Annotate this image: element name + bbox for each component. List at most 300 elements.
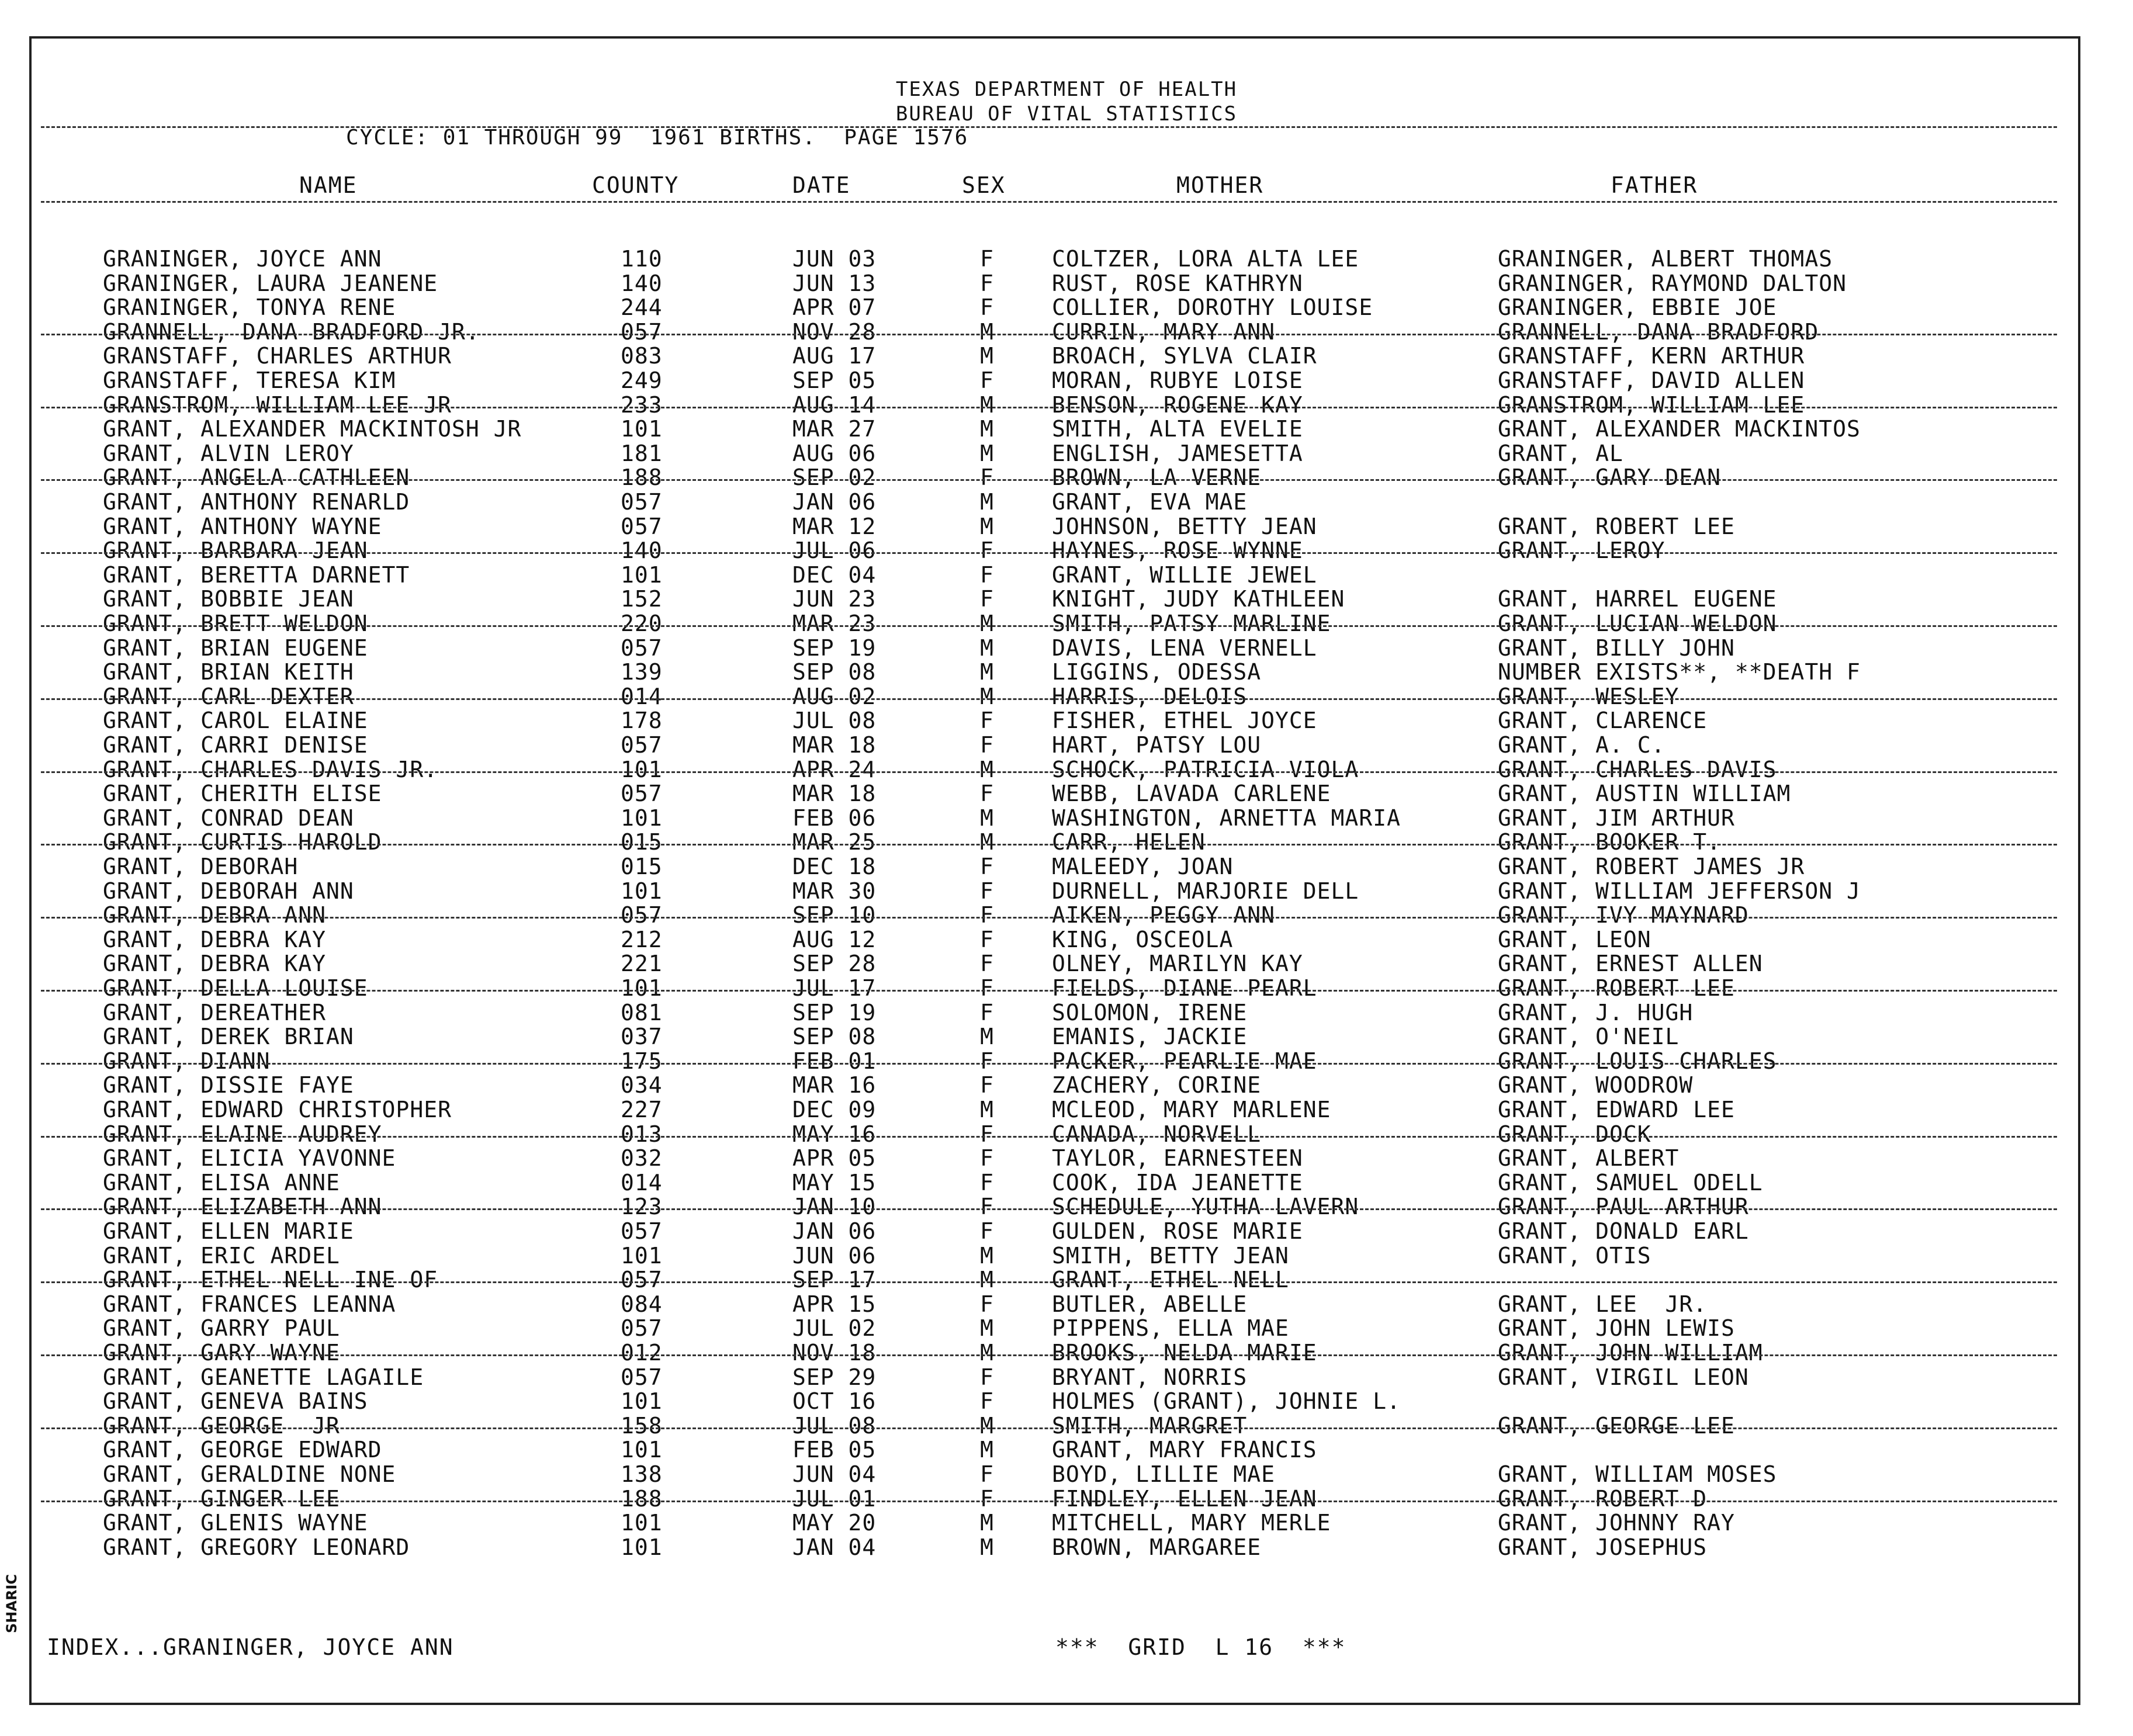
row-date: APR 24 [792, 757, 877, 782]
row-date: SEP 28 [792, 951, 877, 976]
row-name: GRANT, ANTHONY WAYNE [103, 514, 382, 539]
row-separator [41, 1136, 2057, 1138]
row-mother: SOLOMON, IRENE [1052, 1000, 1248, 1025]
row-date: MAR 23 [792, 611, 877, 636]
row-date: MAY 20 [792, 1510, 877, 1536]
row-sex: M [980, 829, 994, 855]
row-name: GRANT, GARRY PAUL [103, 1315, 340, 1341]
row-father: GRANT, BOOKER T. [1498, 829, 1722, 855]
row-father: GRANT, VIRGIL LEON [1498, 1364, 1749, 1390]
row-sex: F [980, 1218, 994, 1244]
row-mother: PIPPENS, ELLA MAE [1052, 1315, 1289, 1341]
row-mother: LIGGINS, ODESSA [1052, 659, 1262, 685]
row-sex: M [980, 1097, 994, 1122]
row-sex: F [980, 902, 994, 928]
row-mother: DAVIS, LENA VERNELL [1052, 635, 1317, 661]
row-father: GRANT, JOSEPHUS [1498, 1534, 1708, 1560]
row-sex: F [980, 854, 994, 879]
row-father: GRANINGER, ALBERT THOMAS [1498, 246, 1833, 272]
row-mother: HARRIS, DELOIS [1052, 684, 1248, 709]
row-county: 101 [621, 878, 663, 904]
row-sex: F [980, 1048, 994, 1074]
row-county: 014 [621, 1170, 663, 1196]
row-mother: HOLMES (GRANT), JOHNIE L. [1052, 1388, 1401, 1414]
row-name: GRANT, CHERITH ELISE [103, 781, 382, 806]
row-county: 233 [621, 392, 663, 418]
row-father: GRANT, DOCK [1498, 1121, 1651, 1147]
row-father: GRANT, GARY DEAN [1498, 465, 1722, 490]
row-father: GRANSTROM, WILLIAM LEE [1498, 392, 1805, 418]
row-name: GRANT, GERALDINE NONE [103, 1461, 396, 1487]
row-date: NOV 18 [792, 1340, 877, 1366]
row-date: JUL 06 [792, 538, 877, 563]
row-name: GRANT, GLENIS WAYNE [103, 1510, 368, 1536]
row-name: GRANINGER, LAURA JEANENE [103, 271, 438, 296]
row-name: GRANT, GARY WAYNE [103, 1340, 340, 1366]
row-county: 084 [621, 1291, 663, 1317]
row-county: 139 [621, 659, 663, 685]
row-name: GRANT, DEREATHER [103, 1000, 327, 1025]
row-sex: F [980, 708, 994, 733]
row-mother: CARR, HELEN [1052, 829, 1206, 855]
row-name: GRANT, ANTHONY RENARLD [103, 489, 410, 515]
row-separator [41, 917, 2057, 919]
row-sex: M [980, 684, 994, 709]
row-mother: SMITH, MARGRET [1052, 1413, 1248, 1439]
row-date: AUG 14 [792, 392, 877, 418]
row-separator [41, 334, 2057, 335]
row-date: JAN 04 [792, 1534, 877, 1560]
row-mother: SCHOCK, PATRICIA VIOLA [1052, 757, 1359, 782]
row-name: GRANT, BARBARA JEAN [103, 538, 368, 563]
row-father: GRANT, LUCIAN WELDON [1498, 611, 1777, 636]
row-county: 101 [621, 1437, 663, 1463]
row-sex: M [980, 343, 994, 369]
row-date: OCT 16 [792, 1388, 877, 1414]
row-father: GRANT, A. C. [1498, 732, 1665, 758]
row-father: GRANSTAFF, DAVID ALLEN [1498, 368, 1805, 393]
row-father: GRANT, WILLIAM MOSES [1498, 1461, 1777, 1487]
row-date: APR 07 [792, 294, 877, 320]
row-name: GRANT, DEREK BRIAN [103, 1024, 354, 1049]
row-name: GRANT, CAROL ELAINE [103, 708, 368, 733]
row-name: GRANT, ELICIA YAVONNE [103, 1145, 396, 1171]
header-rule [41, 126, 2057, 128]
row-date: SEP 17 [792, 1267, 877, 1293]
row-separator [41, 1063, 2057, 1065]
row-separator [41, 1501, 2057, 1502]
row-mother: HART, PATSY LOU [1052, 732, 1262, 758]
row-county: 175 [621, 1048, 663, 1074]
row-name: GRANT, DIANN [103, 1048, 271, 1074]
row-mother: BROOKS, NELDA MARIE [1052, 1340, 1317, 1366]
row-name: GRANT, CHARLES DAVIS JR. [103, 757, 438, 782]
row-sex: F [980, 294, 994, 320]
row-father: GRANNELL, DANA BRADFORD [1498, 319, 1819, 345]
row-mother: COOK, IDA JEANETTE [1052, 1170, 1303, 1196]
row-date: JUN 04 [792, 1461, 877, 1487]
row-name: GRANSTAFF, CHARLES ARTHUR [103, 343, 452, 369]
row-date: AUG 06 [792, 441, 877, 466]
row-mother: BROWN, LA VERNE [1052, 465, 1262, 490]
row-sex: M [980, 659, 994, 685]
row-date: MAR 12 [792, 514, 877, 539]
row-sex: F [980, 1000, 994, 1025]
row-county: 057 [621, 1364, 663, 1390]
row-name: GRANT, FRANCES LEANNA [103, 1291, 396, 1317]
row-date: MAR 25 [792, 829, 877, 855]
row-father: GRANT, O'NEIL [1498, 1024, 1680, 1049]
row-name: GRANT, ELIZABETH ANN [103, 1194, 382, 1219]
row-sex: F [980, 951, 994, 976]
row-name: GRANT, GENEVA BAINS [103, 1388, 368, 1414]
row-sex: M [980, 319, 994, 345]
row-county: 034 [621, 1072, 663, 1098]
row-separator [41, 771, 2057, 773]
row-separator [41, 990, 2057, 992]
row-sex: M [980, 611, 994, 636]
row-father: GRANT, OTIS [1498, 1243, 1651, 1269]
row-sex: F [980, 1291, 994, 1317]
row-sex: F [980, 975, 994, 1001]
row-sex: F [980, 732, 994, 758]
row-mother: CURRIN, MARY ANN [1052, 319, 1276, 345]
row-sex: M [980, 1315, 994, 1341]
row-date: FEB 01 [792, 1048, 877, 1074]
footer-index: INDEX...GRANINGER, JOYCE ANN [47, 1634, 454, 1660]
row-sex: F [980, 878, 994, 904]
column-county: COUNTY [592, 172, 680, 198]
row-mother: PACKER, PEARLIE MAE [1052, 1048, 1317, 1074]
row-county: 101 [621, 416, 663, 442]
row-mother: JOHNSON, BETTY JEAN [1052, 514, 1317, 539]
row-father: GRANT, JIM ARTHUR [1498, 805, 1735, 831]
row-father: GRANT, PAUL ARTHUR [1498, 1194, 1749, 1219]
row-sex: M [980, 1437, 994, 1463]
row-father: GRANT, BILLY JOHN [1498, 635, 1735, 661]
row-date: MAY 16 [792, 1121, 877, 1147]
row-county: 140 [621, 271, 663, 296]
row-county: 101 [621, 1243, 663, 1269]
row-father: GRANT, AUSTIN WILLIAM [1498, 781, 1791, 806]
row-mother: BROWN, MARGAREE [1052, 1534, 1262, 1560]
row-father: GRANT, ALEXANDER MACKINTOS [1498, 416, 1861, 442]
row-name: GRANT, ETHEL NELL INE OF [103, 1267, 438, 1293]
row-county: 101 [621, 562, 663, 588]
row-mother: WEBB, LAVADA CARLENE [1052, 781, 1331, 806]
row-father: GRANT, WOODROW [1498, 1072, 1694, 1098]
row-date: SEP 10 [792, 902, 877, 928]
row-county: 221 [621, 951, 663, 976]
row-date: SEP 19 [792, 1000, 877, 1025]
row-mother: FIELDS, DIANE PEARL [1052, 975, 1317, 1001]
row-separator [41, 1281, 2057, 1283]
row-name: GRANNELL, DANA BRADFORD JR. [103, 319, 480, 345]
column-rule [41, 201, 2057, 203]
row-mother: KING, OSCEOLA [1052, 927, 1234, 952]
row-mother: GRANT, MARY FRANCIS [1052, 1437, 1317, 1463]
row-father: GRANT, DONALD EARL [1498, 1218, 1749, 1244]
row-name: GRANT, GREGORY LEONARD [103, 1534, 410, 1560]
row-mother: GRANT, EVA MAE [1052, 489, 1248, 515]
row-date: MAR 16 [792, 1072, 877, 1098]
row-date: AUG 02 [792, 684, 877, 709]
column-name: NAME [299, 172, 358, 198]
row-date: AUG 12 [792, 927, 877, 952]
row-date: MAR 18 [792, 781, 877, 806]
row-father: GRANT, GEORGE LEE [1498, 1413, 1735, 1439]
row-sex: F [980, 368, 994, 393]
row-county: 101 [621, 1510, 663, 1536]
row-sex: M [980, 635, 994, 661]
row-county: 014 [621, 684, 663, 709]
row-mother: ZACHERY, CORINE [1052, 1072, 1262, 1098]
row-mother: TAYLOR, EARNESTEEN [1052, 1145, 1303, 1171]
row-date: JUN 13 [792, 271, 877, 296]
row-father: GRANT, CLARENCE [1498, 708, 1708, 733]
row-county: 101 [621, 1388, 663, 1414]
row-mother: DURNELL, MARJORIE DELL [1052, 878, 1359, 904]
row-name: GRANT, DEBORAH [103, 854, 299, 879]
row-county: 138 [621, 1461, 663, 1487]
row-date: JAN 10 [792, 1194, 877, 1219]
row-county: 015 [621, 854, 663, 879]
row-sex: F [980, 927, 994, 952]
row-county: 244 [621, 294, 663, 320]
row-mother: BUTLER, ABELLE [1052, 1291, 1248, 1317]
row-father: GRANT, ROBERT D [1498, 1486, 1708, 1512]
row-county: 057 [621, 319, 663, 345]
row-mother: KNIGHT, JUDY KATHLEEN [1052, 586, 1345, 612]
row-county: 083 [621, 343, 663, 369]
row-date: AUG 17 [792, 343, 877, 369]
row-father: GRANT, ALBERT [1498, 1145, 1680, 1171]
row-date: APR 05 [792, 1145, 877, 1171]
row-sex: F [980, 246, 994, 272]
row-father: GRANT, WESLEY [1498, 684, 1680, 709]
row-father: GRANT, CHARLES DAVIS [1498, 757, 1777, 782]
row-father: NUMBER EXISTS**, **DEATH F [1498, 659, 1861, 685]
row-sex: F [980, 1388, 994, 1414]
row-sex: M [980, 1267, 994, 1293]
row-sex: F [980, 465, 994, 490]
row-name: GRANINGER, JOYCE ANN [103, 246, 382, 272]
row-name: GRANSTROM, WILLIAM LEE JR [103, 392, 452, 418]
row-date: MAY 15 [792, 1170, 877, 1196]
row-sex: F [980, 781, 994, 806]
row-date: JUL 08 [792, 1413, 877, 1439]
row-mother: BROACH, SYLVA CLAIR [1052, 343, 1317, 369]
column-mother: MOTHER [1176, 172, 1264, 198]
row-father: GRANT, ERNEST ALLEN [1498, 951, 1763, 976]
row-name: GRANT, GEORGE JR [103, 1413, 340, 1439]
row-date: JAN 06 [792, 1218, 877, 1244]
row-date: MAR 18 [792, 732, 877, 758]
row-mother: ENGLISH, JAMESETTA [1052, 441, 1303, 466]
row-county: 012 [621, 1340, 663, 1366]
row-date: DEC 18 [792, 854, 877, 879]
row-county: 158 [621, 1413, 663, 1439]
row-mother: COLLIER, DOROTHY LOUISE [1052, 294, 1373, 320]
row-sex: M [980, 1413, 994, 1439]
row-sex: M [980, 441, 994, 466]
row-county: 037 [621, 1024, 663, 1049]
row-separator [41, 552, 2057, 554]
row-name: GRANSTAFF, TERESA KIM [103, 368, 396, 393]
row-county: 101 [621, 757, 663, 782]
row-sex: F [980, 1121, 994, 1147]
row-separator [41, 407, 2057, 408]
row-county: 057 [621, 514, 663, 539]
row-name: GRANT, DELLA LOUISE [103, 975, 368, 1001]
margin-label: SHARIC [4, 1574, 20, 1633]
row-sex: M [980, 1340, 994, 1366]
row-county: 140 [621, 538, 663, 563]
row-sex: F [980, 538, 994, 563]
row-date: APR 15 [792, 1291, 877, 1317]
row-sex: F [980, 586, 994, 612]
row-name: GRANT, ALEXANDER MACKINTOSH JR [103, 416, 522, 442]
row-date: DEC 04 [792, 562, 877, 588]
row-father: GRANT, JOHN LEWIS [1498, 1315, 1735, 1341]
row-name: GRANT, BOBBIE JEAN [103, 586, 354, 612]
row-name: GRANT, ALVIN LEROY [103, 441, 354, 466]
row-name: GRANT, ERIC ARDEL [103, 1243, 340, 1269]
row-county: 081 [621, 1000, 663, 1025]
row-name: GRANT, BRIAN KEITH [103, 659, 354, 685]
row-sex: M [980, 1024, 994, 1049]
row-mother: SMITH, ALTA EVELIE [1052, 416, 1303, 442]
row-mother: MITCHELL, MARY MERLE [1052, 1510, 1331, 1536]
row-sex: M [980, 514, 994, 539]
row-mother: EMANIS, JACKIE [1052, 1024, 1248, 1049]
row-sex: F [980, 1194, 994, 1219]
row-name: GRANT, BERETTA DARNETT [103, 562, 410, 588]
row-mother: FINDLEY, ELLEN JEAN [1052, 1486, 1317, 1512]
row-date: MAR 30 [792, 878, 877, 904]
row-mother: BRYANT, NORRIS [1052, 1364, 1248, 1390]
row-name: GRANT, ELISA ANNE [103, 1170, 340, 1196]
row-date: JUN 03 [792, 246, 877, 272]
row-county: 101 [621, 805, 663, 831]
row-county: 227 [621, 1097, 663, 1122]
row-separator [41, 1427, 2057, 1429]
footer-grid: *** GRID L 16 *** [1055, 1634, 1346, 1660]
row-father: GRANT, WILLIAM JEFFERSON J [1498, 878, 1861, 904]
row-father: GRANT, J. HUGH [1498, 1000, 1694, 1025]
row-separator [41, 625, 2057, 627]
row-sex: F [980, 1145, 994, 1171]
row-date: MAR 27 [792, 416, 877, 442]
row-separator [41, 479, 2057, 481]
row-father: GRANT, HARREL EUGENE [1498, 586, 1777, 612]
row-county: 032 [621, 1145, 663, 1171]
row-father: GRANSTAFF, KERN ARTHUR [1498, 343, 1805, 369]
row-sex: M [980, 489, 994, 515]
row-county: 152 [621, 586, 663, 612]
row-father: GRANINGER, EBBIE JOE [1498, 294, 1777, 320]
column-date: DATE [792, 172, 851, 198]
row-mother: SMITH, PATSY MARLINE [1052, 611, 1331, 636]
row-date: JUL 02 [792, 1315, 877, 1341]
row-mother: BENSON, ROGENE KAY [1052, 392, 1303, 418]
column-father: FATHER [1611, 172, 1698, 198]
row-mother: COLTZER, LORA ALTA LEE [1052, 246, 1359, 272]
row-sex: F [980, 1072, 994, 1098]
row-county: 057 [621, 635, 663, 661]
row-date: SEP 05 [792, 368, 877, 393]
row-father: GRANT, ROBERT LEE [1498, 514, 1735, 539]
row-name: GRANT, BRETT WELDON [103, 611, 368, 636]
row-mother: MALEEDY, JOAN [1052, 854, 1234, 879]
row-county: 101 [621, 975, 663, 1001]
row-date: SEP 19 [792, 635, 877, 661]
row-name: GRANT, GEANETTE LAGAILE [103, 1364, 424, 1390]
row-mother: SMITH, BETTY JEAN [1052, 1243, 1289, 1269]
row-name: GRANT, ELAINE AUDREY [103, 1121, 382, 1147]
row-mother: RUST, ROSE KATHRYN [1052, 271, 1303, 296]
row-mother: GRANT, WILLIE JEWEL [1052, 562, 1317, 588]
row-name: GRANT, EDWARD CHRISTOPHER [103, 1097, 452, 1122]
row-date: FEB 05 [792, 1437, 877, 1463]
row-name: GRANT, ELLEN MARIE [103, 1218, 354, 1244]
row-date: JUN 06 [792, 1243, 877, 1269]
row-name: GRANINGER, TONYA RENE [103, 294, 396, 320]
row-county: 057 [621, 1218, 663, 1244]
row-separator [41, 1208, 2057, 1210]
row-sex: M [980, 392, 994, 418]
row-sex: M [980, 1510, 994, 1536]
row-date: JAN 06 [792, 489, 877, 515]
row-father: GRANT, AL [1498, 441, 1623, 466]
row-mother: MCLEOD, MARY MARLENE [1052, 1097, 1331, 1122]
row-mother: OLNEY, MARILYN KAY [1052, 951, 1303, 976]
row-separator [41, 1354, 2057, 1356]
row-date: FEB 06 [792, 805, 877, 831]
row-father: GRANT, LEE JR. [1498, 1291, 1708, 1317]
row-sex: M [980, 1534, 994, 1560]
row-county: 057 [621, 902, 663, 928]
row-date: NOV 28 [792, 319, 877, 345]
row-name: GRANT, DEBORAH ANN [103, 878, 354, 904]
row-sex: M [980, 805, 994, 831]
row-name: GRANT, DISSIE FAYE [103, 1072, 354, 1098]
row-mother: GULDEN, ROSE MARIE [1052, 1218, 1303, 1244]
row-sex: F [980, 1170, 994, 1196]
row-county: 057 [621, 489, 663, 515]
row-mother: WASHINGTON, ARNETTA MARIA [1052, 805, 1401, 831]
row-father: GRANT, IVY MAYNARD [1498, 902, 1749, 928]
row-sex: F [980, 1364, 994, 1390]
row-father: GRANT, EDWARD LEE [1498, 1097, 1735, 1122]
row-father: GRANT, LEON [1498, 927, 1651, 952]
row-father: GRANT, ROBERT LEE [1498, 975, 1735, 1001]
row-county: 178 [621, 708, 663, 733]
row-name: GRANT, GEORGE EDWARD [103, 1437, 382, 1463]
row-name: GRANT, DEBRA KAY [103, 927, 327, 952]
row-mother: AIKEN, PEGGY ANN [1052, 902, 1276, 928]
row-sex: F [980, 1486, 994, 1512]
row-county: 249 [621, 368, 663, 393]
row-county: 212 [621, 927, 663, 952]
row-name: GRANT, CARL DEXTER [103, 684, 354, 709]
row-date: SEP 02 [792, 465, 877, 490]
row-date: SEP 29 [792, 1364, 877, 1390]
row-county: 057 [621, 732, 663, 758]
row-father: GRANINGER, RAYMOND DALTON [1498, 271, 1847, 296]
row-name: GRANT, CARRI DENISE [103, 732, 368, 758]
row-name: GRANT, CONRAD DEAN [103, 805, 354, 831]
